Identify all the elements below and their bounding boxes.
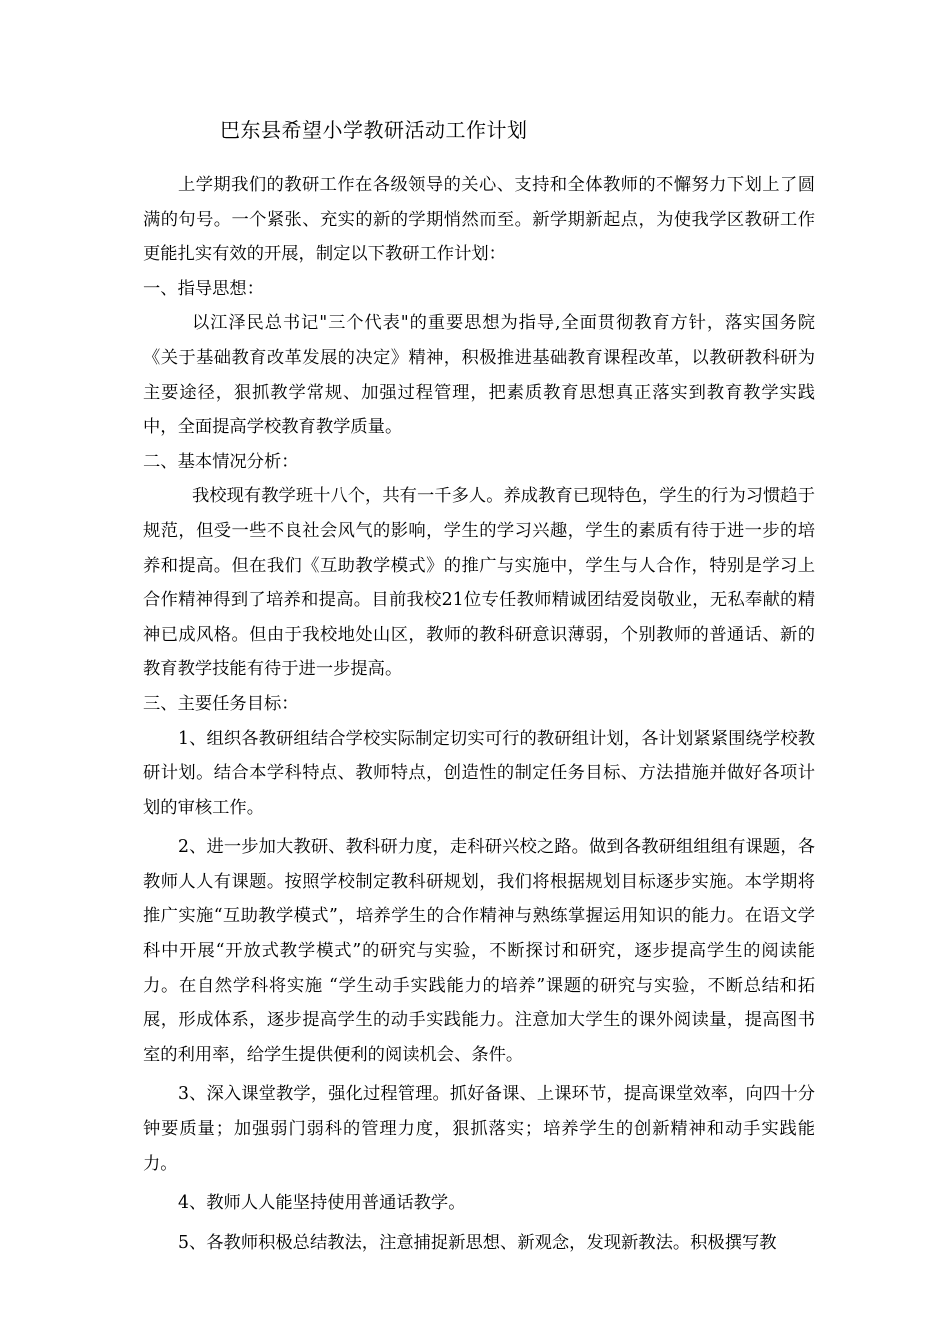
document-body — [143, 168, 815, 1260]
task-item: 3、深入课堂教学，强化过程管理。抓好备课、上课环节，提高课堂效率，向四十分钟要质量；加强弱门弱科的管理力度，狠抓落实；培养学生的创新精神和动手实践能力。 — [143, 1084, 815, 1174]
section-heading-main-tasks: 三、主要任务目标： — [143, 693, 299, 714]
section-heading-situation-analysis: 二、基本情况分析： — [143, 451, 299, 472]
task-item: 5、各教师积极总结教法，注意捕捉新思想、新观念，发现新教法。积极撰写教 — [178, 1232, 777, 1253]
document-title: 巴东县希望小学教研活动工作计划 — [220, 118, 528, 142]
section-heading-guiding-ideology: 一、指导思想： — [143, 278, 264, 299]
intro-paragraph: 上学期我们的教研工作在各级领导的关心、支持和全体教师的不懈努力下划上了圆满的句号。一个紧张、充实的新的学期悄然而至。新学期新起点，为使我学区教研工作更能扎实有效的开展，制定以下教研工作计划： — [143, 175, 815, 265]
section-paragraph-guiding-ideology: 以江泽民总书记"三个代表"的重要思想为指导,全面贯彻教育方针，落实国务院《关于基础教育改革发展的决定》精神，积极推进基础教育课程改革，以教研教科研为主要途径，狠抓教学常规、加强过程管理，把素质教育思想真正落实到教育教学实践中，全面提高学校教育教学质量。 — [143, 313, 815, 438]
task-item: 2、进一步加大教研、教科研力度，走科研兴校之路。做到各教研组组组有课题，各教师人人有课题。按照学校制定教科研规划，我们将根据规划目标逐步实施。本学期将推广实施“互助教学模式”，培养学生的合作精神与熟练掌握运用知识的能力。在语文学科中开展“开放式教学模式”的研究与实验，不断探讨和研究，逐步提高学生的阅读能力。在自然学科将实施 “学生动手实践能力的培养”课题的研究与实验，不断总结和拓展，形成体系，逐步提高学生的动手实践能力。注意加大学生的课外阅读量，提高图书室的利用率，给学生提供便利的阅读机会、条件。 — [143, 837, 815, 1065]
section-paragraph-situation-analysis: 我校现有教学班十八个，共有一千多人。养成教育已现特色，学生的行为习惯趋于规范，但受一些不良社会风气的影响，学生的学习兴趣，学生的素质有待于进一步的培养和提高。但在我们《互助教学模式》的推广与实施中，学生与人合作，特别是学习上合作精神得到了培养和提高。目前我校21位专任教师精诚团结爱岗敬业，无私奉献的精神已成风格。但由于我校地处山区，教师的教科研意识薄弱，个别教师的普通话、新的教育教学技能有待于进一步提高。 — [143, 486, 815, 680]
task-item: 4、教师人人能坚持使用普通话教学。 — [178, 1193, 466, 1214]
task-item: 1、组织各教研组结合学校实际制定切实可行的教研组计划，各计划紧紧围绕学校教研计划。结合本学科特点、教师特点，创造性的制定任务目标、方法措施并做好各项计划的审核工作。 — [143, 728, 815, 818]
